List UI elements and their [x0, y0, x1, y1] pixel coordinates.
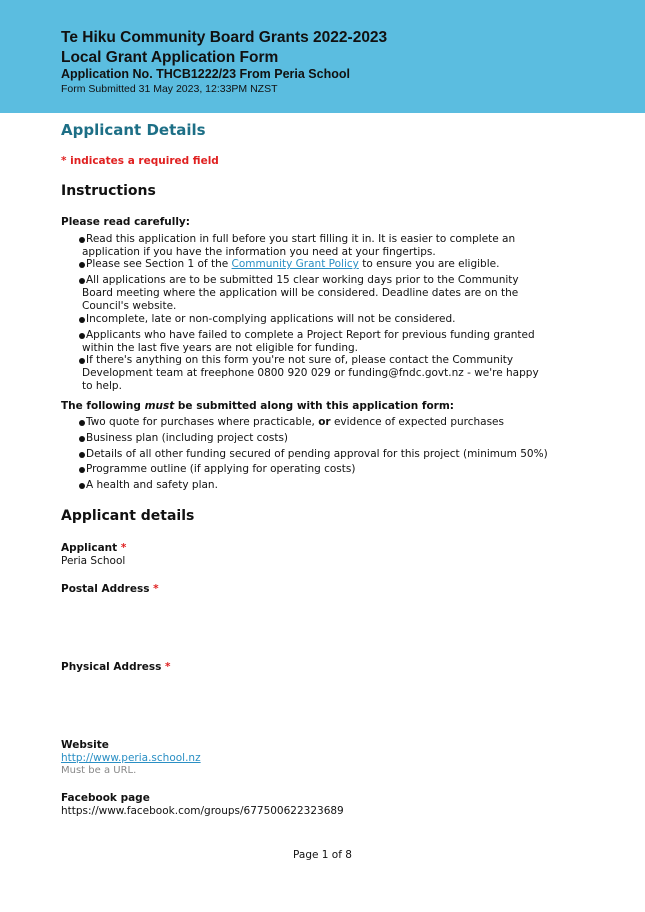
- submitted-date: Form Submitted 31 May 2023, 12:33PM NZST: [61, 83, 278, 95]
- instructions-heading: Instructions: [61, 183, 156, 199]
- required-note: * indicates a required field: [61, 155, 219, 167]
- applicant-details-heading: Applicant details: [61, 508, 195, 524]
- postal-address-label: Postal Address *: [61, 583, 159, 595]
- applicant-value: Peria School: [61, 555, 126, 567]
- facebook-value: https://www.facebook.com/groups/677500622323689: [61, 805, 344, 817]
- bullet-icon: [79, 333, 85, 339]
- bullet-icon: [79, 467, 85, 473]
- instruction-6-line-1: If there's anything on this form you're not sure of, please contact the Community: [86, 354, 514, 366]
- bullet-icon: [79, 452, 85, 458]
- submit-item-3: Details of all other funding secured of pending approval for this project (minimum 50%): [86, 448, 548, 460]
- instruction-2: Please see Section 1 of the Community Grant Policy to ensure you are eligible.: [86, 258, 500, 270]
- form-name: Local Grant Application Form: [61, 49, 279, 66]
- page-number: Page 1 of 8: [293, 849, 352, 861]
- community-grant-policy-link[interactable]: Community Grant Policy: [231, 258, 359, 270]
- submit-item-1: Two quote for purchases where practicable, or evidence of expected purchases: [86, 416, 504, 428]
- bullet-icon: [79, 278, 85, 284]
- submit-item-2: Business plan (including project costs): [86, 432, 289, 444]
- form-header: [0, 0, 645, 113]
- application-number: Application No. THCB1222/23 From Peria School: [61, 67, 350, 81]
- bullet-icon: [79, 420, 85, 426]
- instruction-3-line-3: Council's website.: [82, 300, 177, 312]
- submit-heading: The following must be submitted along with this application form:: [61, 400, 454, 412]
- instruction-5-line-1: Applicants who have failed to complete a Project Report for previous funding granted: [86, 329, 535, 341]
- instruction-3-line-2: Board meeting where the application will be considered. Deadline dates are on the: [82, 287, 519, 299]
- grants-title: Te Hiku Community Board Grants 2022-2023: [61, 29, 388, 46]
- section-title: Applicant Details: [61, 121, 206, 139]
- physical-address-label: Physical Address *: [61, 661, 171, 673]
- applicant-label: Applicant *: [61, 542, 127, 554]
- instruction-3-line-1: All applications are to be submitted 15 clear working days prior to the Community: [86, 274, 519, 286]
- website-label: Website: [61, 739, 109, 751]
- bullet-icon: [79, 436, 85, 442]
- instruction-1-line-1: Read this application in full before you start filling it in. It is easier to complete an: [86, 233, 516, 245]
- facebook-label: Facebook page: [61, 792, 150, 804]
- instruction-5-line-2: within the last five years are not eligible for funding.: [82, 342, 359, 354]
- bullet-icon: [79, 483, 85, 489]
- bullet-icon: [79, 317, 85, 323]
- bullet-icon: [79, 262, 85, 268]
- website-link[interactable]: http://www.peria.school.nz: [61, 752, 201, 764]
- instruction-6-line-3: to help.: [82, 380, 122, 392]
- instruction-4: Incomplete, late or non-complying applications will not be considered.: [86, 313, 456, 325]
- bullet-icon: [79, 358, 85, 364]
- instruction-6-line-2: Development team at freephone 0800 920 029 or funding@fndc.govt.nz - we're happy: [82, 367, 539, 379]
- bullet-icon: [79, 237, 85, 243]
- submit-item-5: A health and safety plan.: [86, 479, 218, 491]
- website-hint: Must be a URL.: [61, 765, 137, 776]
- instruction-1-line-2: application if you have the information you need at your fingertips.: [82, 246, 436, 258]
- read-carefully: Please read carefully:: [61, 216, 190, 228]
- submit-item-4: Programme outline (if applying for operating costs): [86, 463, 356, 475]
